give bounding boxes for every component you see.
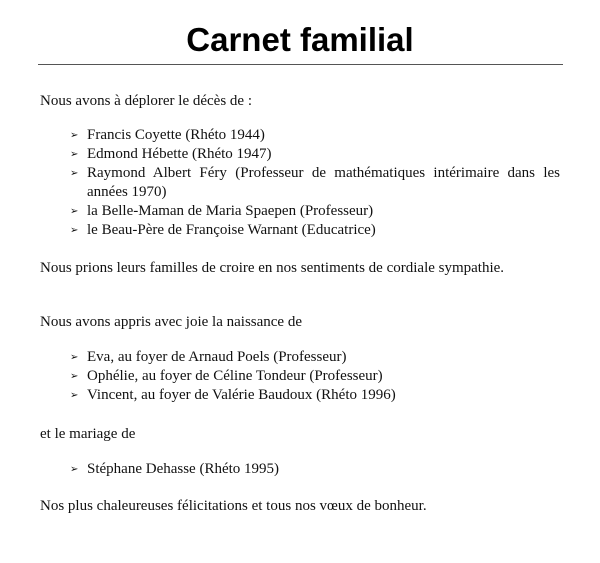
- list-item-text: Ophélie, au foyer de Céline Tondeur (Professeur): [87, 368, 383, 384]
- list-item: [70, 367, 560, 386]
- arrow-bullet-icon: ➢: [70, 149, 79, 160]
- list-item: [70, 145, 560, 164]
- marriages-closing: Nos plus chaleureuses félicitations et tous nos vœux de bonheur.: [40, 498, 427, 514]
- title-divider: [38, 64, 563, 65]
- marriages-list: [70, 460, 560, 479]
- arrow-bullet-icon: ➢: [70, 206, 79, 217]
- list-item-text: Raymond Albert Féry (Professeur de mathématiques intérimaire dans les années 1970): [87, 165, 560, 200]
- births-list: [70, 348, 560, 405]
- list-item: [70, 221, 560, 240]
- list-item: [70, 202, 560, 221]
- list-item: [70, 126, 560, 145]
- list-item-text: le Beau-Père de Françoise Warnant (Educatrice): [87, 222, 376, 238]
- list-item-text: Edmond Hébette (Rhéto 1947): [87, 146, 272, 162]
- list-item-text: Stéphane Dehasse (Rhéto 1995): [87, 461, 280, 477]
- arrow-bullet-icon: ➢: [70, 130, 79, 141]
- list-item-text: la Belle-Maman de Maria Spaepen (Professeur): [87, 203, 374, 219]
- deaths-closing: Nous prions leurs familles de croire en nos sentiments de cordiale sympathie.: [40, 260, 505, 276]
- arrow-bullet-icon: ➢: [70, 168, 79, 179]
- page-title: Carnet familial: [186, 21, 414, 58]
- deaths-intro: Nous avons à déplorer le décès de :: [40, 93, 253, 109]
- arrow-bullet-icon: ➢: [70, 371, 79, 382]
- list-item-text: Eva, au foyer de Arnaud Poels (Professeur): [87, 349, 347, 365]
- list-item: [70, 386, 560, 405]
- arrow-bullet-icon: ➢: [70, 225, 79, 236]
- list-item: [70, 164, 560, 202]
- list-item: [70, 460, 560, 479]
- list-item-text: Francis Coyette (Rhéto 1944): [87, 127, 265, 143]
- arrow-bullet-icon: ➢: [70, 352, 79, 363]
- list-item: [70, 348, 560, 367]
- arrow-bullet-icon: ➢: [70, 464, 79, 475]
- deaths-list: [70, 126, 560, 240]
- births-intro: Nous avons appris avec joie la naissance de: [40, 314, 302, 330]
- arrow-bullet-icon: ➢: [70, 390, 79, 401]
- marriages-intro: et le mariage de: [40, 426, 136, 442]
- list-item-text: Vincent, au foyer de Valérie Baudoux (Rhéto 1996): [87, 387, 396, 403]
